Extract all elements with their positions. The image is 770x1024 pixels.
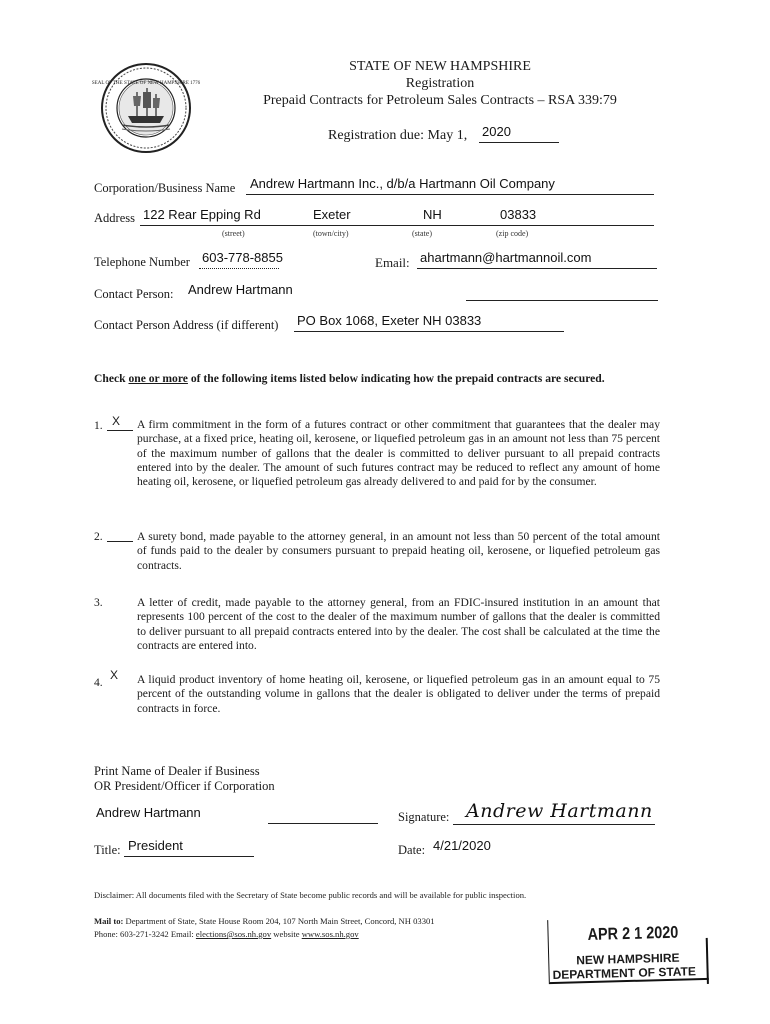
state-caption: (state)	[412, 229, 432, 238]
zip-caption: (zip code)	[496, 229, 529, 238]
contact-address-value: PO Box 1068, Exeter NH 03833	[297, 313, 482, 328]
instructions: Check one or more of the following items listed below indicating how the prepaid contracts are secured.	[94, 372, 605, 385]
print-name-value: Andrew Hartmann	[96, 805, 201, 820]
due-year: 2020	[482, 124, 511, 139]
print-name-label-1: Print Name of Dealer if Business	[94, 764, 260, 778]
street-caption: (street)	[222, 229, 245, 238]
form-title: Registration	[405, 76, 475, 91]
address-label: Address	[94, 211, 135, 225]
state-value: NH	[423, 207, 442, 222]
state-seal	[91, 62, 201, 154]
city-caption: (town/city)	[313, 229, 349, 238]
contact-info: Phone: 603-271-3242 Email: elections@sos.nh.gov website www.sos.nh.gov	[94, 929, 359, 939]
seal-text: SEAL OF THE STATE OF NEW HAMPSHIRE 1776	[91, 81, 201, 86]
date-value: 4/21/2020	[433, 838, 491, 853]
received-stamp	[547, 910, 709, 990]
item-4-text: A liquid product inventory of home heating oil, kerosene, or liquefied petroleum gas in an amount equal to 75 percent of the outstanding volume in gallons that the dealer is obligated to deliver under the terms of prepaid contracts in force.	[137, 673, 660, 715]
stamp-line-2: DEPARTMENT OF STATE	[552, 964, 697, 982]
stamp-line-1: NEW HAMPSHIRE	[576, 950, 680, 968]
signature-label: Signature:	[398, 810, 450, 824]
street-value: 122 Rear Epping Rd	[143, 207, 261, 222]
item-1-number: 1.	[94, 419, 103, 432]
telephone-label: Telephone Number	[94, 255, 190, 269]
due-label: Registration due: May 1,	[328, 128, 468, 143]
contact-person-label: Contact Person:	[94, 287, 174, 301]
item-4-checkmark[interactable]: X	[110, 668, 119, 682]
contact-person-value: Andrew Hartmann	[188, 282, 293, 297]
business-name-label: Corporation/Business Name	[94, 181, 236, 195]
city-value: Exeter	[313, 207, 351, 222]
mail-to: Mail to: Department of State, State House Room 204, 107 North Main Street, Concord, NH 03301	[94, 916, 435, 926]
item-3-number: 3.	[94, 596, 103, 609]
telephone-value: 603-778-8855	[202, 250, 283, 265]
email-label: Email:	[375, 255, 410, 270]
title-label: Title:	[94, 843, 121, 857]
contact-address-label: Contact Person Address (if different)	[94, 318, 279, 332]
title-value: President	[128, 838, 183, 853]
email-value: ahartmann@hartmannoil.com	[420, 250, 592, 265]
item-4-number: 4.	[94, 676, 103, 689]
stamp-date: APR 2 1 2020	[587, 922, 679, 945]
business-name-value: Andrew Hartmann Inc., d/b/a Hartmann Oil Company	[250, 176, 555, 191]
email-link[interactable]: elections@sos.nh.gov	[195, 929, 272, 939]
item-1-checkmark[interactable]: X	[112, 414, 121, 428]
item-3-text: A letter of credit, made payable to the attorney general, from an FDIC-insured institution in an amount that represents 100 percent of the cost to the dealer of the maximum number of gallons that the dealer is committed to deliver pursuant to all prepaid contracts entered into by the dealer. The cost shall be calculated at the time the contracts are entered into.	[137, 596, 660, 652]
state-heading: STATE OF NEW HAMPSHIRE	[349, 59, 531, 74]
item-2-number: 2.	[94, 530, 103, 543]
signature-value: Andrew Hartmann	[466, 800, 653, 822]
item-1-text: A firm commitment in the form of a futures contract or other commitment that guarantees that the dealer may purchase, at a fixed price, heating oil, kerosene, or liquefied petroleum gas in an amount not less than 75 percent of the maximum number of gallons that the dealer is committed to deliver pursuant to all prepaid contracts entered into by the dealer. The amount of such futures contract may be reduced to reflect any amount of home heating oil, kerosene, or liquefied petroleum gas already delivered to and paid for by the consumer.	[137, 418, 660, 489]
zip-value: 03833	[500, 207, 537, 222]
item-2-text: A surety bond, made payable to the attorney general, in an amount not less than 50 percent of the total amount of funds paid to the dealer by consumers pursuant to prepaid heating oil, kerosene, or liquefied petroleum gas contracts.	[137, 530, 660, 572]
disclaimer: Disclaimer: All documents filed with the Secretary of State become public records and will be available for public inspection.	[94, 890, 527, 900]
print-name-label-2: OR President/Officer if Corporation	[94, 779, 275, 793]
website-link[interactable]: www.sos.nh.gov	[301, 929, 359, 939]
date-label: Date:	[398, 843, 426, 857]
form-subtitle: Prepaid Contracts for Petroleum Sales Contracts – RSA 339:79	[263, 93, 617, 108]
